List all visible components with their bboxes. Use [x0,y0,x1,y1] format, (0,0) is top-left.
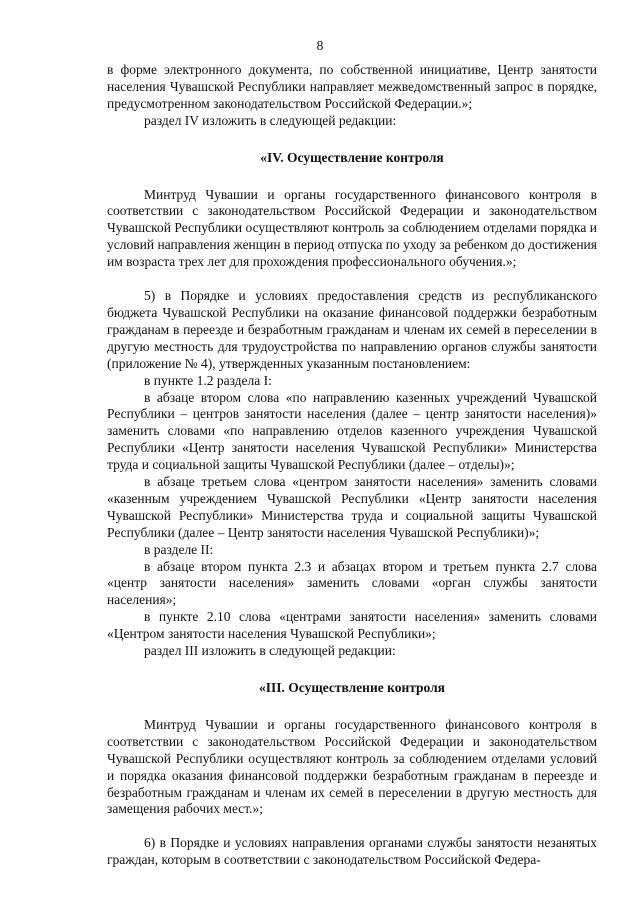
paragraph-item-5: 5) в Порядке и условиях предоставления средств из республиканского бюджета Чувашской Республики на оказание финансовой поддержки безработным гражданам в переезде и безработным гражданам и членам их семей в переселении в другую местность для трудоустройства по направлению органов службы занятости (приложение № 4), утвержденных указанным постановлением: [107,288,597,371]
paragraph-continuation: в форме электронного документа, по собственной инициативе, Центр занятости населения Чувашской Республики направляет межведомственный запрос в порядке, предусмотренном законодательством Российской Федерации.»; [107,62,597,111]
section-heading-iv: «IV. Осуществление контроля [260,149,444,165]
paragraph-section-iv-instruction: раздел IV изложить в следующей редакции: [144,112,397,128]
paragraph-section-ii: в разделе II: [144,541,214,557]
spacer [107,660,597,680]
spacer [107,271,597,288]
spacer [107,167,597,187]
paragraph-abzac-third: в абзаце третьем слова «центром занятости населения» заменить словами «казенным учреждением Чувашской Республики «Центр занятости населения Чувашской Республики» Министерства труда и социальной защиты Чувашской Республики (далее – Центр занятости населения Чувашской Республики)»; [107,474,597,540]
spacer [107,130,597,150]
paragraph-point-2-10: в пункте 2.10 слова «центрами занятости населения» заменить словами «Центром занятости населения Чувашской Республики»; [107,609,597,642]
paragraph-abzac-second: в абзаце втором слова «по направлению казенных учреждений Чувашской Республики – центров занятости населения (далее – центр занятости населения)» заменить словами «по направлению отделов казенного учреждения Чувашской Республики «Центр занятости населения Чувашской Республики» Министерства труда и социальной защиты Чувашской Республики (далее – отделы)»; [107,389,597,473]
spacer [107,697,597,717]
section-heading-iii: «III. Осуществление контроля [259,680,445,695]
paragraph-control-iii: Минтруд Чувашии и органы государственного финансового контроля в соответствии с законодательством Российской Федерации и законодательством Чувашской Республики осуществляют контроль за соблюдением отделами условий и порядка оказания финансовой поддержки безработным гражданам в переезде и безработным гражданам и членам их семей в переселении в другую местность для замещения рабочих мест.»; [107,716,597,817]
spacer [107,818,597,835]
paragraph-point-2-3: в абзаце втором пункта 2.3 и абзацах втором и третьем пункта 2.7 слова «центр занятости населения» заменить словами «орган службы занятости населения»; [107,558,597,608]
page-number: 8 [316,38,324,53]
paragraph-point-1-2: в пункте 1.2 раздела I: [144,372,272,388]
paragraph-control-iv: Минтруд Чувашии и органы государственного финансового контроля в соответствии с законодательством Российской Федерации и законодательством Чувашской Республики осуществляют контроль за соблюдением отделами порядка и условий направления женщин в период отпуска по уходу за ребенком до достижения им возраста трех лет для прохождения профессионального обучения.»; [107,186,597,270]
paragraph-section-iii-instruction: раздел III изложить в следующей редакции: [144,643,396,659]
document-body [107,62,597,869]
paragraph-item-6: 6) в Порядке и условиях направления органами службы занятости незанятых граждан, которым в соответствии с законодательством Российской Федера- [107,835,597,868]
